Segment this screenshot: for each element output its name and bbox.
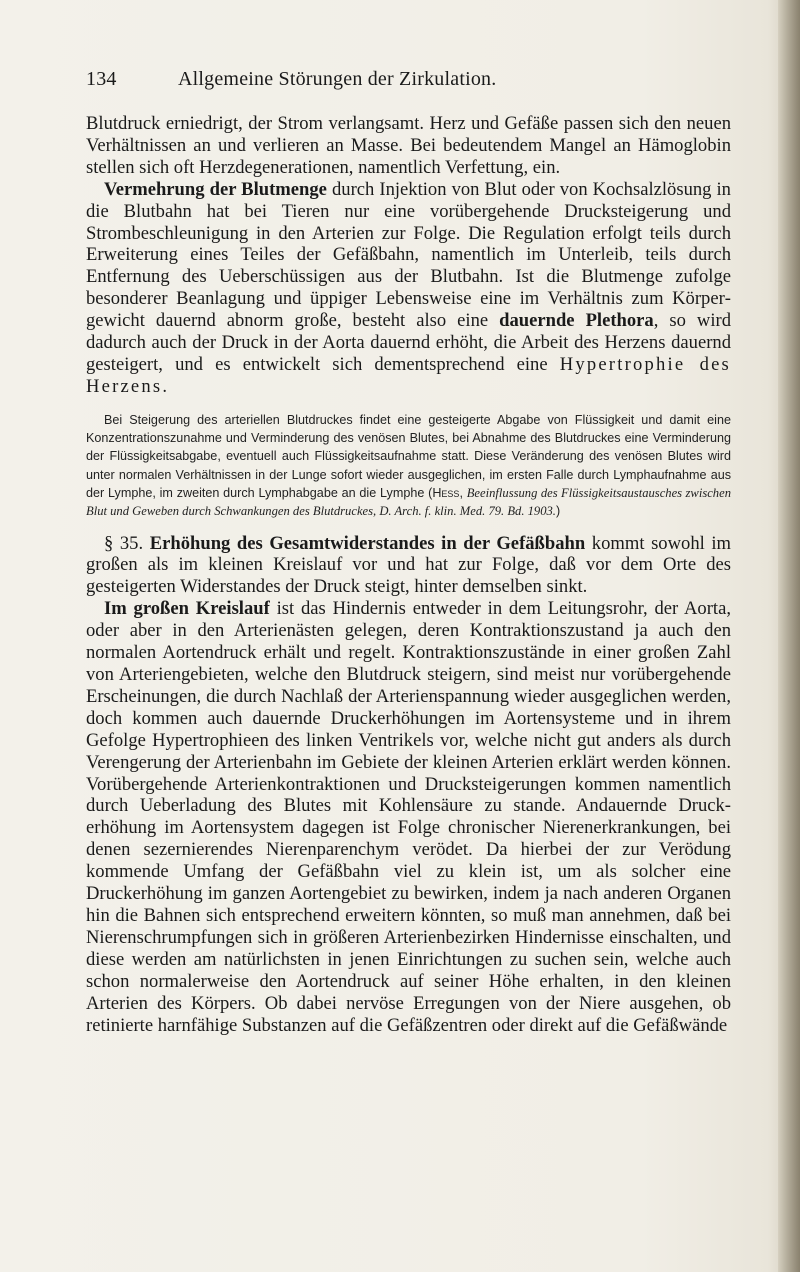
paragraph-2	[86, 179, 731, 398]
paragraph-2-spaced-term: Hypertrophie des Herzens	[86, 353, 731, 397]
page-edge-shadow	[778, 0, 800, 1272]
running-title: Allgemeine Störungen der Zirkulation.	[178, 68, 497, 90]
paragraph-4-text: ist das Hindernis entweder in dem Leitungsrohr, der Aorta, oder aber in den Arterienästen gelegen, deren Kontraktionszustand ja auch den normalen Aortendruck erhält und regelt. Kontraktionszustände in einer großen Zahl von Arteriengebieten, welche den Blutdruck steigern, sind meist nur vorübergehende Erscheinungen, die durch Nachlaß der Arterienspannung wieder ausgeglichen werden, doch kommen auch dauernde Druckerhöhungen im Aortensysteme und in ihrem Gefolge Hypertrophieen des linken Ventrikels vor, welche nicht gut anders als durch Verengerung der Arterienbahn im Gebiete der kleinen Arterien erklärt werden können. Vorübergehende Arterienkontraktionen und Drucksteigerungen kommen namentlich durch Ueberladung des Blutes mit Kohlensäure zu stande. Andauernde Druckerhöhung im Aortensystem dagegen ist Folge chronischer Nierenerkrankungen, bei denen sezernierendes Nierenparenchym verödet. Da hierbei der zur Verödung kommende Umfang der Gefäßbahn viel zu klein ist, um als solcher eine Druckerhöhung im ganzen Aortengebiet zu bewirken, indem ja nach anderen Organen hin die Bahnen sich entsprechend erweitern könnten, so muß man annehmen, daß bei Nierenschrumpfungen sich in größeren Arterienbezirken Hindernisse einschalten, und diese werden am natürlichsten in jenen Einrichtungen zu suchen sein, welche auch schon normalerweise den Aortendruck auf seiner Höhe erhalten, in den kleinen Arterien des Körpers. Ob dabei nervöse Erregungen von der Niere ausgehen, ob retinierte harnfähige Substanzen auf die Gefäßzentren oder direkt auf die Gefäßwände	[86, 598, 731, 1036]
paragraph-2-bold-term: dauernde Plethora	[499, 310, 654, 332]
paragraph-3-lead: Erhöhung des Gesamtwiderstandes in der Gefäßbahn	[149, 532, 586, 554]
page-number: 134	[86, 68, 117, 90]
paragraph-4	[86, 598, 731, 1036]
note-text-2: ,	[459, 485, 467, 500]
note-text-1: Bei Steigerung des arteriellen Blutdruckes findet eine gesteigerte Abgabe von Flüssigkeit und damit eine Konzentrationszunahme und Verminderung des venösen Blutes, bei Abnahme des Blutdruckes eine Verminderung der Flüssigkeitsabgabe, eventuell auch Flüssigkeitsaufnahme statt. Diese Veränderung des venösen Blutes wird unter normalen Verhältnissen in der Lunge sofort wieder ausgeglichen, im ersten Falle durch Lymphaufnahme aus der Lymphe, im zweiten durch Lymphabgabe an die Lymphe (	[86, 412, 731, 500]
small-print-note	[86, 411, 731, 521]
note-author: Hess	[432, 485, 460, 500]
paragraph-1	[86, 113, 731, 179]
paragraph-3	[86, 533, 731, 599]
page-header	[86, 68, 726, 96]
note-text-3: )	[555, 504, 561, 519]
paragraph-2-text-3: .	[162, 375, 167, 397]
note-citation: Beeinflussung des Flüssigkeitsaustausches zwischen Blut und Geweben durch Schwankungen des Blutdruckes, D. Arch. f. klin. Med. 79. Bd. 1903.	[86, 485, 731, 519]
paragraph-4-lead: Im großen Kreislauf	[104, 598, 270, 620]
paragraph-2-text-2: , so wird dadurch auch der Druck in der Aorta dauernd erhöht, die Arbeit des Herzens dauernd gesteigert, und es entwickelt sich dementsprechend eine	[86, 310, 731, 375]
paragraph-3-text: kommt sowohl im großen als im kleinen Kreislauf vor und hat zur Folge, daß vor dem Orte des gesteigerten Widerstandes der Druck steigt, hinter demselben sinkt.	[86, 532, 731, 598]
paragraph-2-text-1: durch Injektion von Blut oder von Kochsalzlösung in die Blutbahn hat bei Tieren nur eine vorübergehende Drucksteigerung und Strombeschleunigung in den Arterien zur Folge. Die Regulation erfolgt teils durch Erweiterung eines Teiles der Gefäßbahn, namentlich im Unterleib, teils durch Entfernung des Ueberschüssigen aus der Blutbahn. Ist die Blutmenge zufolge besonderer Beanlagung und üppiger Lebensweise eine im Verhältnis zum Körpergewicht dauernd abnorm große, besteht also eine	[86, 178, 731, 332]
section-number: § 35.	[104, 532, 144, 554]
paragraph-2-lead: Vermehrung der Blutmenge	[104, 178, 327, 200]
paragraph-1-text: Blutdruck erniedrigt, der Strom verlangsamt. Herz und Gefäße passen sich den neuen Verhältnissen an und verlieren an Masse. Bei bedeutendem Mangel an Hämoglobin stellen sich oft Herzdegenerationen, namentlich Verfettung, ein.	[86, 113, 731, 178]
page-body	[86, 113, 731, 1036]
